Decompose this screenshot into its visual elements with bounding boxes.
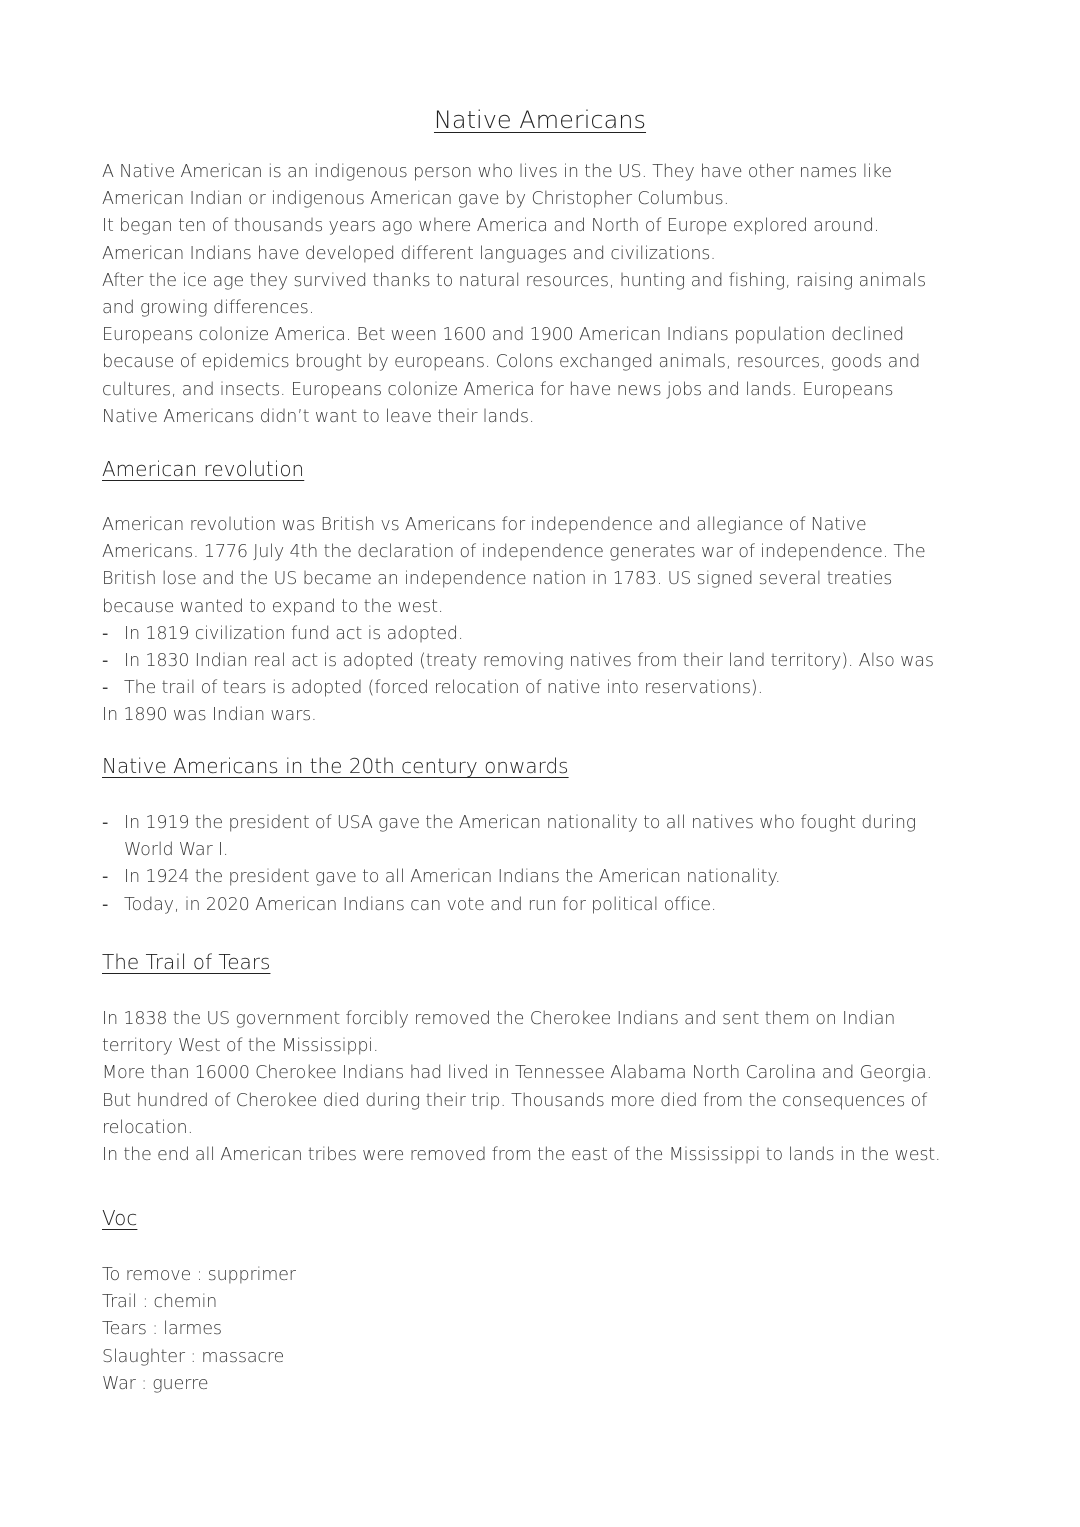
intro-line: Europeans colonize America. Bet ween 1600 and 1900 American Indians population declined xyxy=(102,325,904,346)
intro-line: and growing differences. xyxy=(102,298,314,319)
intro-line: American Indians have developed different languages and civilizations. xyxy=(102,243,716,264)
vocab-item: To remove : supprimer xyxy=(102,1265,296,1285)
section-heading-voc: Voc xyxy=(102,1206,138,1230)
vocab-item: Tears : larmes xyxy=(102,1319,222,1340)
revolution-line: American revolution was British vs Americans for independence and allegiance of Native xyxy=(102,515,867,535)
trail-line: relocation. xyxy=(102,1117,193,1138)
bullet-line: - Today, in 2020 American Indians can vote and run for political office. xyxy=(124,894,717,915)
intro-line: After the ice age they survived thanks to natural resources, hunting and fishing, raising animals xyxy=(102,270,926,291)
section-heading-trail-of-tears: The Trail of Tears xyxy=(102,950,271,974)
intro-line: because of epidemics brought by europeans. Colons exchanged animals, resources, goods and xyxy=(102,352,921,373)
trail-section xyxy=(102,1006,982,1169)
page-title: Native Americans xyxy=(433,106,647,134)
bullet-item xyxy=(102,810,982,864)
intro-paragraph xyxy=(102,159,982,431)
bullet-item: - In 1819 civilization fund act is adopted. xyxy=(102,621,982,648)
trail-line: territory West of the Mississippi. xyxy=(102,1036,379,1057)
intro-line: Native Americans didn’t want to leave their lands. xyxy=(102,406,535,427)
century-bullet-list xyxy=(102,810,982,919)
intro-line: It began ten of thousands years ago where America and North of Europe explored around. xyxy=(102,216,880,237)
revolution-line: Americans. 1776 July 4th the declaration of independence generates war of independence. The xyxy=(102,542,926,563)
bullet-item xyxy=(102,864,982,891)
vocab-item: Slaughter : massacre xyxy=(102,1346,285,1367)
revolution-bullet-list xyxy=(102,621,982,703)
bullet-line-continued: World War I. xyxy=(124,840,229,861)
revolution-line: British lose and the US became an independence nation in 1783. US signed several treaties xyxy=(102,569,893,590)
bullet-line: - In 1919 the president of USA gave the American nationality to all natives who fought during xyxy=(124,813,917,833)
revolution-line: because wanted to expand to the west. xyxy=(102,596,444,617)
revolution-closing: In 1890 was Indian wars. xyxy=(102,705,317,726)
trail-line: More than 16000 Cherokee Indians had lived in Tennessee Alabama North Carolina and Georgia. xyxy=(102,1063,932,1084)
trail-line: But hundred of Cherokee died during their trip. Thousands more died from the consequences of xyxy=(102,1090,928,1111)
revolution-section xyxy=(102,512,982,730)
bullet-item: - In 1830 Indian real act is adopted (treaty removing natives from their land territory). Also was xyxy=(102,648,982,675)
bullet-item: - The trail of tears is adopted (forced relocation of native into reservations). xyxy=(102,675,982,702)
century-section xyxy=(102,810,982,919)
bullet-line: - In 1924 the president gave to all American Indians the American nationality. xyxy=(124,867,781,888)
section-heading-20th-century: Native Americans in the 20th century onwards xyxy=(102,754,569,778)
intro-line: American Indian or indigenous American gave by Christopher Columbus. xyxy=(102,189,729,210)
trail-line: In the end all American tribes were removed from the east of the Mississippi to lands in the west. xyxy=(102,1145,941,1166)
vocab-item: War : guerre xyxy=(102,1373,209,1394)
intro-line: A Native American is an indigenous person who lives in the US. They have other names like xyxy=(102,162,892,182)
vocabulary-list xyxy=(102,1262,982,1398)
intro-line: cultures, and insects. Europeans colonize America for have news jobs and lands. Europeans xyxy=(102,379,894,400)
section-heading-revolution: American revolution xyxy=(102,457,305,481)
vocab-item: Trail : chemin xyxy=(102,1292,218,1313)
trail-line: In 1838 the US government forcibly removed the Cherokee Indians and sent them on Indian xyxy=(102,1009,896,1029)
bullet-item xyxy=(102,892,982,919)
